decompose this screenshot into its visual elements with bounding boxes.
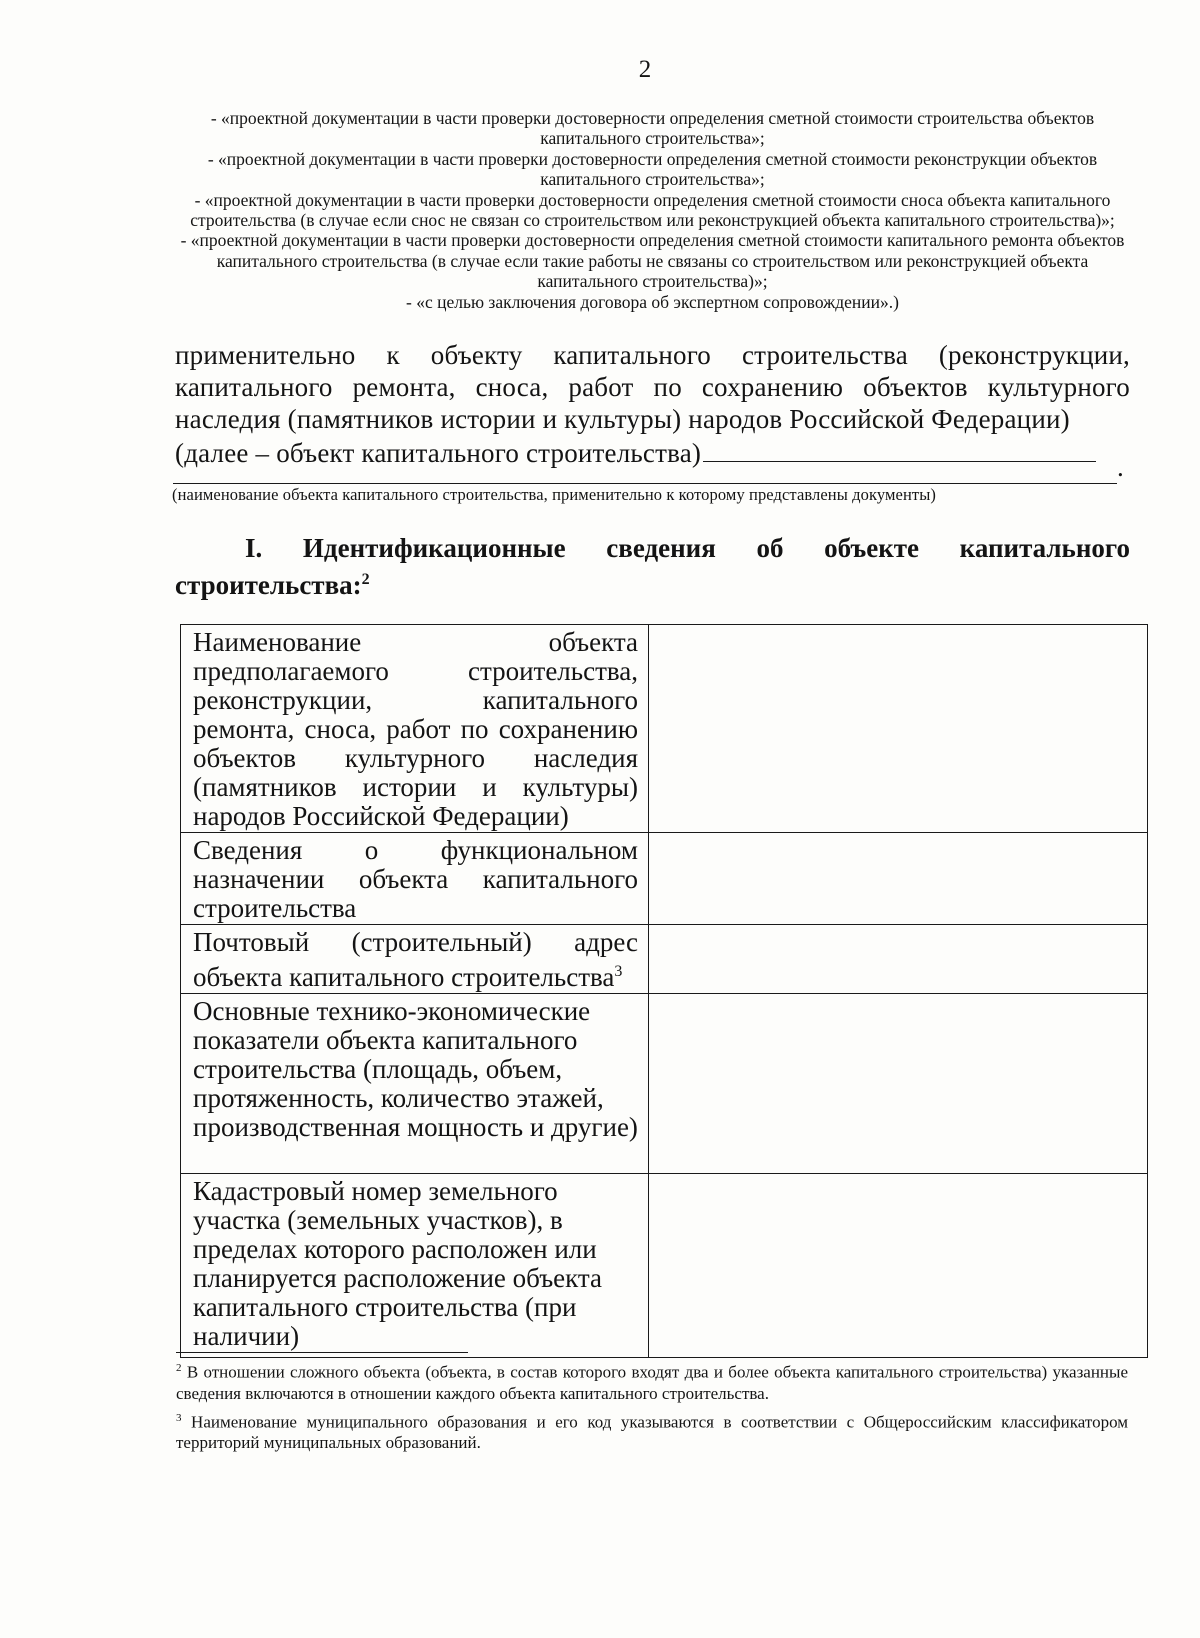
alternative-item: - «проектной документации в части проверки достоверности определения сметной стоимости капитального ремонта объектов капитального строительства (в случае если такие работы не связаны со строительством или реконструкцией объекта капитального строительства)»; [180, 230, 1125, 292]
object-name-fill-line-2[interactable] [173, 459, 1117, 484]
footnote [176, 1358, 1128, 1404]
footnote-mark: 2 [176, 1362, 182, 1374]
main-paragraph-body: применительно к объекту капитального строительства (реконструкции, капитального ремонта, сноса, работ по сохранению объектов культурного наследия (памятников истории и культуры) народов Российской Федерации) [175, 340, 1130, 434]
row-value-cell[interactable] [649, 833, 1148, 925]
section-heading [175, 532, 1130, 601]
section-numeral: I. [245, 533, 263, 563]
row-value-cell[interactable] [649, 1174, 1148, 1358]
alternative-item: - «проектной документации в части проверки достоверности определения сметной стоимости сноса объекта капитального строительства (в случае если снос не связан со строительством или реконструкцией объекта капитального строительства)»; [190, 189, 1115, 231]
footnote [176, 1408, 1128, 1454]
row-value-cell[interactable] [649, 625, 1148, 833]
alternatives-list [175, 108, 1130, 312]
alternative-item: - «с целью заключения договора об экспертном сопровождении».) [406, 291, 899, 312]
row-label [181, 925, 649, 994]
row-label-text: Кадастровый номер земельного участка (земельных участков), в пределах которого расположен или планируется расположение объекта капитального строительства (при наличии) [193, 1176, 603, 1351]
table-row [181, 994, 1148, 1174]
row-label-text: Сведения о функциональном назначении объекта капитального строительства [193, 835, 638, 923]
heading-line2-text: строительства: [175, 570, 362, 600]
end-mark: . [1117, 452, 1124, 482]
row-label [181, 833, 649, 925]
page-number: 2 [638, 56, 652, 83]
alternative-item: - «проектной документации в части проверки достоверности определения сметной стоимости реконструкции объектов капитального строительства»; [207, 148, 1098, 190]
fill-line-caption: (наименование объекта капитального строительства, применительно к которому представлены документы) [172, 485, 936, 504]
heading-word: Идентификационные [302, 533, 566, 563]
footnotes [176, 1358, 1128, 1457]
identification-table [180, 624, 1148, 1358]
table-row [181, 925, 1148, 994]
main-paragraph [175, 339, 1130, 469]
footnote-mark: 3 [176, 1411, 182, 1424]
footnote-ref: 3 [614, 963, 623, 980]
heading-word: объекте [824, 533, 920, 563]
row-label-text: Наименование объекта предполагаемого строительства, реконструкции, капитального ремонта, сноса, работ по сохранению объектов культурного наследия (памятников истории и культуры) народов Российской Федерации) [193, 627, 638, 831]
row-label-text: Основные технико-экономические показатели объекта капитального строительства (площадь, объем, протяженность, количество этажей, производственная мощность и другие) [193, 996, 638, 1142]
row-value-cell[interactable] [649, 925, 1148, 994]
row-value-cell[interactable] [649, 994, 1148, 1174]
footnote-text: Наименование муниципального образования и его код указываются в соответствии с Общероссийским классификатором территорий муниципальных образований. [176, 1412, 1129, 1453]
table-row [181, 1174, 1148, 1358]
row-label [181, 1174, 649, 1358]
row-label-text: Почтовый (строительный) адрес объекта капитального строительства [193, 927, 638, 992]
footnote-ref: 2 [361, 571, 370, 588]
table-row [181, 625, 1148, 833]
object-name-fill-line[interactable] [703, 435, 1096, 462]
section-heading-line-1 [175, 532, 1130, 564]
heading-word: сведения [606, 533, 716, 563]
main-paragraph-last-text: (далее – объект капитального строительства) [175, 438, 702, 468]
row-label [181, 625, 649, 833]
row-label [181, 994, 649, 1174]
heading-word: капитального [959, 533, 1130, 563]
table-row [181, 833, 1148, 925]
section-heading-line-2 [175, 564, 1130, 601]
footnote-text: В отношении сложного объекта (объекта, в состав которого входят два и более объекта капитального строительства) указанные сведения включаются в отношении каждого объекта капитального строительства. [176, 1362, 1128, 1403]
footnote-separator [176, 1352, 468, 1353]
heading-word: об [756, 533, 784, 563]
alternative-item: - «проектной документации в части проверки достоверности определения сметной стоимости строительства объектов капитального строительства»; [210, 108, 1095, 149]
